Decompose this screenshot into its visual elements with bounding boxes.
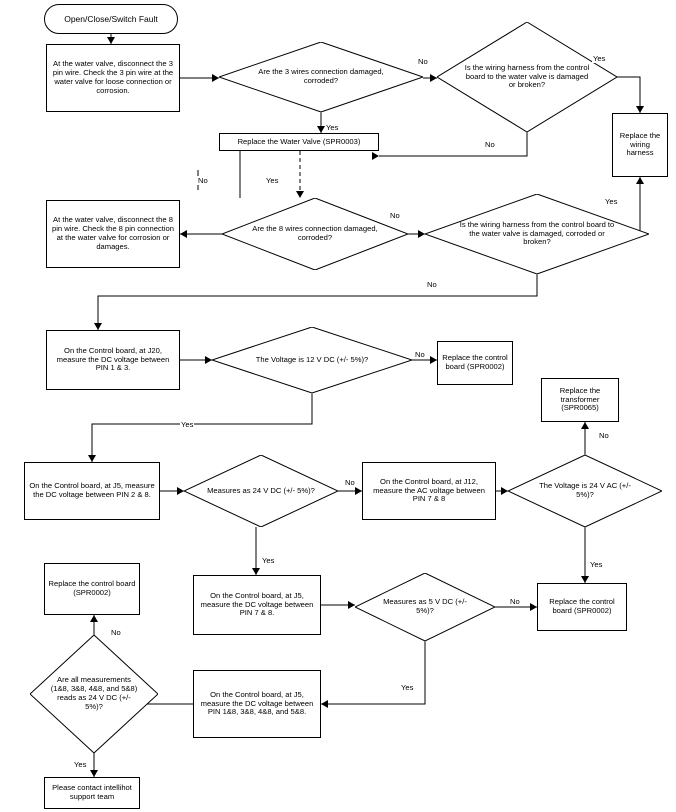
node-replace-transformer bbox=[541, 378, 619, 422]
edge-label-yes-5: Yes bbox=[181, 420, 194, 429]
node-check-8pin-wire-label: At the water valve, disconnect the 8 pin wire. Check the 8 pin connection at the water valve for corrosion or damages. bbox=[52, 215, 174, 251]
node-decision-3wires-label: Are the 3 wires connection damaged, corroded? bbox=[258, 67, 384, 85]
edge-label-yes-1: Yes bbox=[593, 54, 606, 63]
edge-label-no-6: No bbox=[415, 350, 425, 359]
edge-label-yes-8: Yes bbox=[401, 683, 414, 692]
edge-label-no-2: No bbox=[485, 140, 495, 149]
node-replace-water-valve-label: Replace the Water Valve (SPR0003) bbox=[237, 136, 361, 146]
node-replace-control-board-2 bbox=[44, 563, 140, 615]
node-measure-j12-pin7-8 bbox=[362, 462, 496, 520]
node-replace-transformer-label: Replace the transformer (SPR0065) bbox=[559, 385, 601, 413]
edge-label-no-1: No bbox=[418, 57, 428, 66]
node-replace-control-board-1-label: Replace the control board (SPR0002) bbox=[442, 353, 508, 371]
node-replace-control-board-3 bbox=[537, 583, 627, 631]
node-measure-j20-pin1-3 bbox=[46, 330, 180, 390]
node-measure-j5-multi-pins-label: On the Control board, at J5, measure the DC voltage between PIN 1&8, 3&8, 4&8, and 5&8. bbox=[200, 689, 314, 717]
edge-label-yes-4: Yes bbox=[605, 197, 618, 206]
node-replace-water-valve bbox=[219, 133, 379, 151]
node-replace-wiring-harness bbox=[612, 113, 668, 177]
node-measure-j5-pin2-8 bbox=[24, 462, 160, 520]
edge-label-yes-2: Yes bbox=[326, 123, 339, 132]
node-decision-8wires-label: Are the 8 wires connection damaged, corroded? bbox=[252, 224, 378, 242]
node-replace-control-board-2-label: Replace the control board (SPR0002) bbox=[48, 579, 136, 597]
node-measure-j20-pin1-3-label: On the Control board, at J20, measure the DC voltage between PIN 1 & 3. bbox=[56, 345, 170, 373]
node-measure-j12-pin7-8-label: On the Control board, at J12, measure the AC voltage between PIN 7 & 8 bbox=[373, 476, 485, 504]
node-decision-24vdc bbox=[184, 455, 338, 527]
edge-label-yes-9: Yes bbox=[74, 760, 87, 769]
node-decision-harness-3pin bbox=[437, 22, 617, 132]
node-measure-j5-pin7-8 bbox=[193, 575, 321, 635]
edge-label-yes-6: Yes bbox=[590, 560, 603, 569]
node-replace-wiring-harness-label: Replace the wiring harness bbox=[619, 130, 661, 158]
node-contact-support-label: Please contact intellihot support team bbox=[52, 783, 132, 801]
edge-label-yes-7: Yes bbox=[262, 556, 275, 565]
node-replace-control-board-3-label: Replace the control board (SPR0002) bbox=[549, 597, 615, 615]
edge-label-no-7: No bbox=[599, 431, 609, 440]
node-decision-3wires bbox=[219, 42, 423, 112]
edge-label-no-5: No bbox=[427, 280, 437, 289]
node-decision-harness-3pin-label: Is the wiring harness from the control board to the water valve is damaged or broken? bbox=[464, 62, 590, 90]
node-check-8pin-wire bbox=[46, 200, 180, 268]
edge-label-no-8: No bbox=[345, 478, 355, 487]
node-decision-5vdc bbox=[355, 573, 495, 641]
node-decision-all-measurements-label: Are all measurements (1&8, 3&8, 4&8, and 5&8) reads as 24 V DC (+/- 5%)? bbox=[50, 675, 138, 711]
edge-label-no-4: No bbox=[390, 211, 400, 220]
node-start-label: Open/Close/Switch Fault bbox=[64, 13, 158, 24]
node-decision-12vdc-label: The Voltage is 12 V DC (+/- 5%)? bbox=[255, 354, 369, 364]
edge-label-yes-3: Yes bbox=[266, 176, 279, 185]
edge-label-no-9: No bbox=[510, 597, 520, 606]
node-measure-j5-multi-pins bbox=[193, 670, 321, 738]
edge-label-no-10: No bbox=[111, 628, 121, 637]
node-decision-12vdc bbox=[212, 327, 412, 393]
node-decision-24vac bbox=[508, 455, 662, 527]
node-decision-24vac-label: The Voltage is 24 V AC (+/- 5%)? bbox=[539, 481, 631, 499]
node-decision-harness-8pin-label: Is the wiring harness from the control board to the water valve is damaged, corroded or broken? bbox=[459, 219, 615, 247]
node-decision-5vdc-label: Measures as 5 V DC (+/- 5%)? bbox=[383, 597, 467, 615]
node-start bbox=[44, 4, 178, 34]
node-decision-24vdc-label: Measures as 24 V DC (+/- 5%)? bbox=[207, 485, 315, 495]
node-contact-support bbox=[44, 777, 140, 809]
node-check-3pin-wire-label: At the water valve, disconnect the 3 pin wire. Check the 3 pin wire at the water valve for loose connection or corrosion. bbox=[52, 59, 174, 95]
node-measure-j5-pin2-8-label: On the Control board, at J5, measure the DC voltage between PIN 2 & 8. bbox=[29, 481, 155, 499]
edge-label-no-3: No bbox=[198, 176, 208, 185]
node-decision-all-measurements bbox=[30, 635, 158, 753]
node-measure-j5-pin7-8-label: On the Control board, at J5, measure the DC voltage between PIN 7 & 8. bbox=[200, 590, 314, 618]
node-decision-harness-8pin bbox=[425, 194, 649, 274]
node-replace-control-board-1 bbox=[437, 341, 513, 385]
node-decision-8wires bbox=[222, 198, 408, 270]
node-check-3pin-wire bbox=[46, 44, 180, 112]
